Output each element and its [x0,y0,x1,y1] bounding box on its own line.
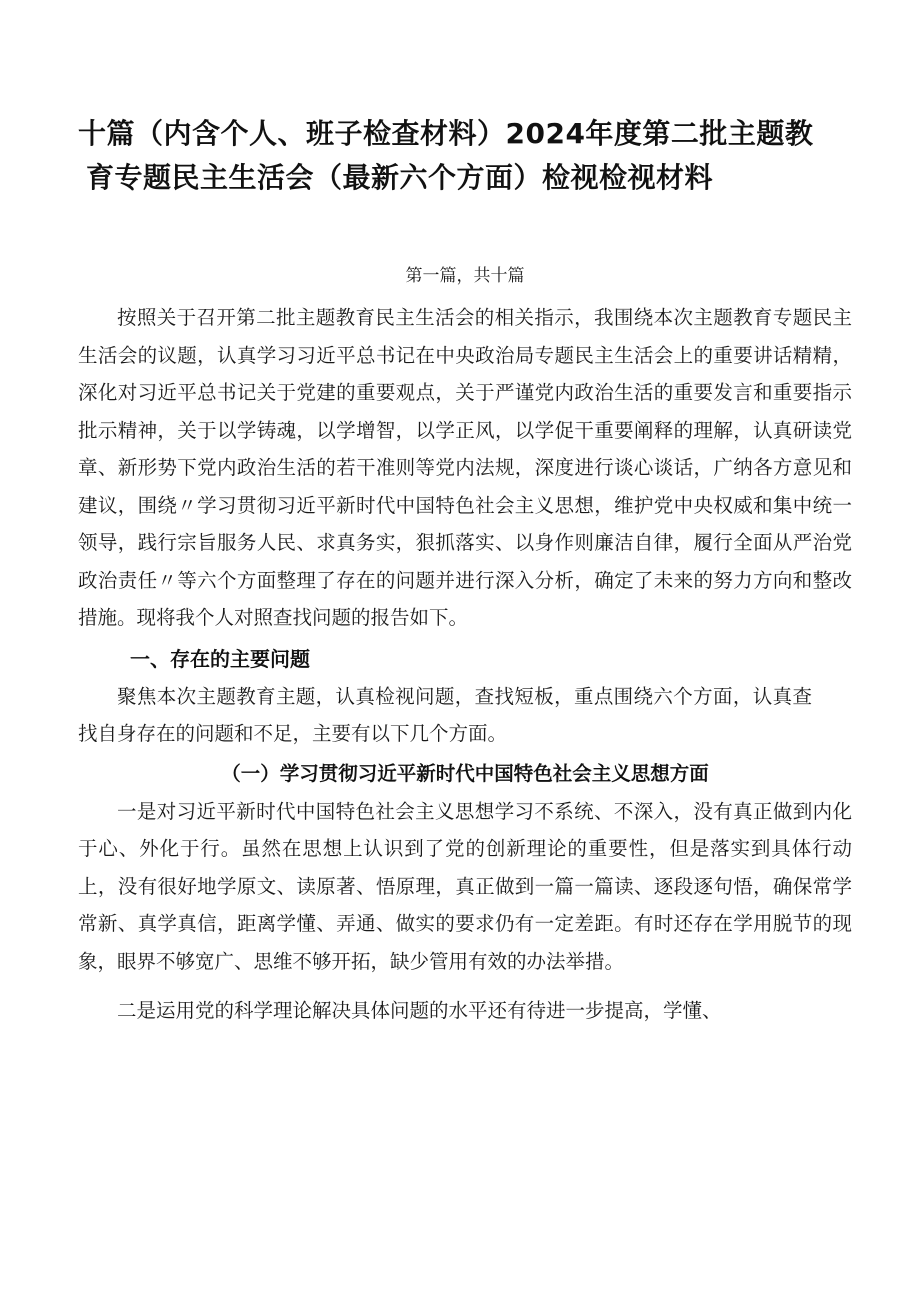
point-two-paragraph: 二是运用党的科学理论解决具体问题的水平还有待进一步提高，学懂、 [117,999,722,1022]
focus-paragraph: 聚焦本次主题教育主题，认真检视问题，查找短板，重点围绕六个方面，认真查找自身存在的问题和不足，主要有以下几个方面。 [78,684,812,745]
document-title-line-1: 十篇（内含个人、班子检查材料）2024年度第二批主题教 [78,117,814,150]
section-subtitle: 第一篇，共十篇 [405,266,525,286]
section-heading-main-problems: 一、存在的主要问题 [130,646,310,671]
document-title-line-2: 育专题民主生活会（最新六个方面）检视检视材料 [86,161,714,194]
document-title [78,112,852,200]
subsection-heading-study: （一）学习贯彻习近平新时代中国特色社会主义思想方面 [221,761,709,785]
intro-paragraph: 按照关于召开第二批主题教育民主生活会的相关指示，我围绕本次主题教育专题民主生活会的议题，认真学习习近平总书记在中央政治局专题民主生活会上的重要讲话精精，深化对习近平总书记关于党建的重要观点，关于严谨党内政治生活的重要发言和重要指示批示精神，关于以学铸魂，以学增智，以学正风，以学促干重要阐释的理解，认真研读党章、新形势下党内政治生活的若干准则等党内法规，深度进行谈心谈话，广纳各方意见和建议，围绕〃学习贯彻习近平新时代中国特色社会主义思想，维护党中央权威和集中统一领导，践行宗旨服务人民、求真务实，狠抓落实、以身作则廉洁自律，履行全面从严治党政治责任〃等六个方面整理了存在的问题并进行深入分析，确定了未来的努力方向和整改措施。现将我个人对照查找问题的报告如下。 [78,306,852,629]
point-one-paragraph: 一是对习近平新时代中国特色社会主义思想学习不系统、不深入，没有真正做到内化于心、外化于行。虽然在思想上认识到了党的创新理论的重要性，但是落实到具体行动上，没有很好地学原文、读原著、悟原理，真正做到一篇一篇读、逐段逐句悟，确保常学常新、真学真信，距离学懂、弄通、做实的要求仍有一定差距。有时还存在学用脱节的现象，眼界不够宽广、思维不够开拓，缺少管用有效的办法举措。 [78,799,852,973]
